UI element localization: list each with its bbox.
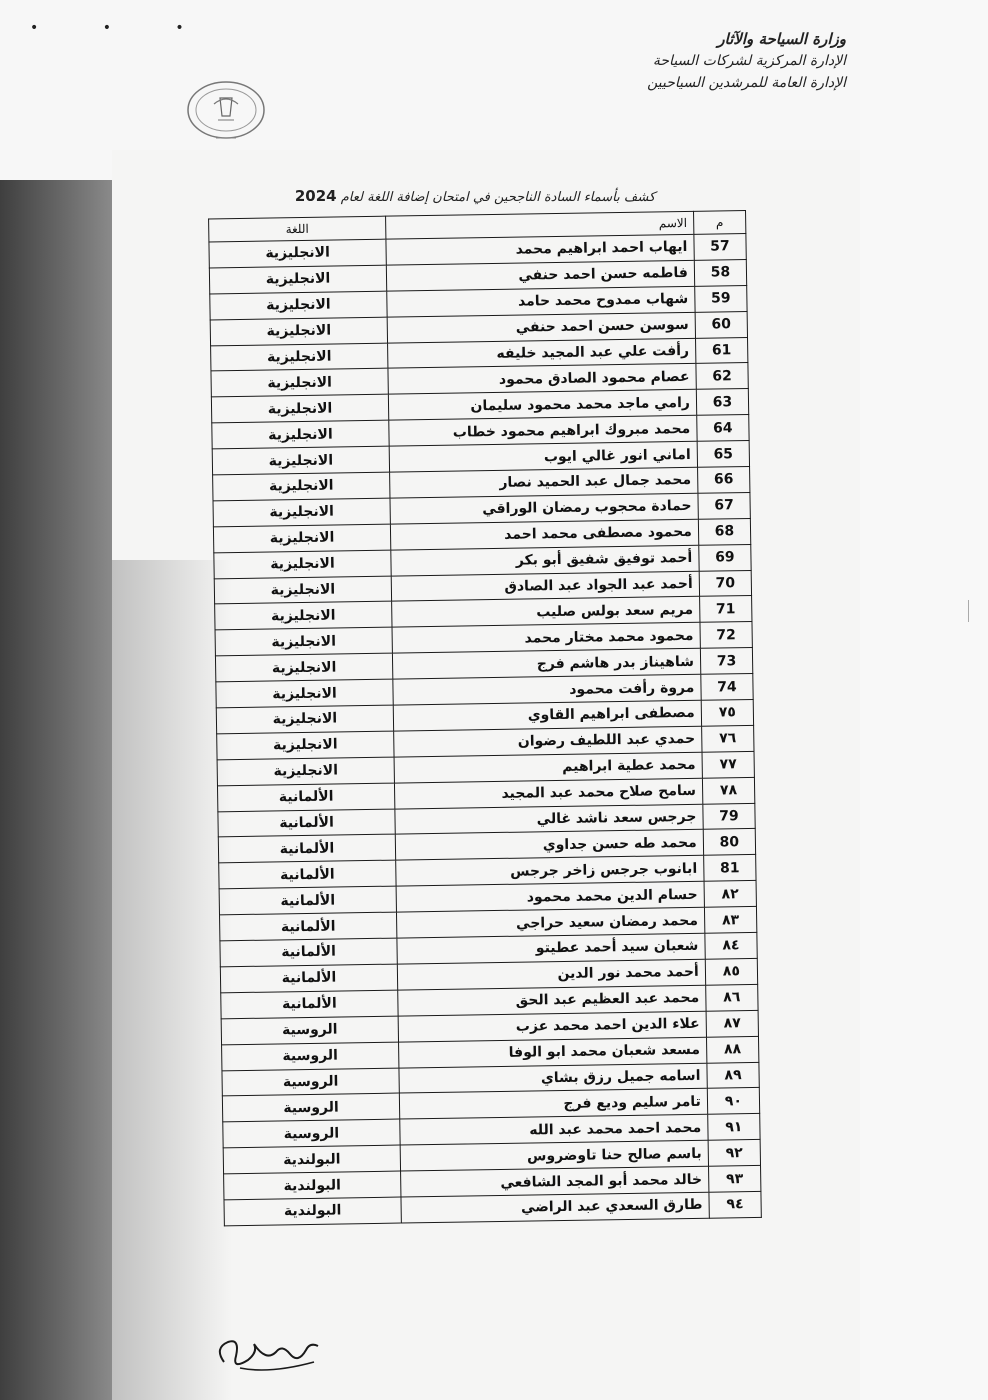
row-name: أحمد عبد الجواد عبد الصادق <box>391 571 699 602</box>
row-number: ٧٦ <box>701 725 754 752</box>
row-number: ٨٥ <box>705 958 758 985</box>
row-name: شعبان سيد أحمد عطيتو <box>397 933 705 964</box>
row-number: 74 <box>701 674 754 701</box>
signature <box>210 1322 330 1382</box>
row-language: الانجليزية <box>214 550 391 579</box>
row-name: مسعد شعبان محمد ابو الوفا <box>398 1037 706 1068</box>
row-name: محمد مبروك ابراهيم محمود خطاب <box>389 416 697 447</box>
row-number: ٨٦ <box>706 984 759 1011</box>
row-name: أحمد توفيق شفيق أبو بكر <box>391 545 699 576</box>
row-number: 59 <box>695 285 748 312</box>
column-header-language: اللغة <box>209 216 386 242</box>
row-number: ٩٠ <box>707 1088 760 1115</box>
row-number: 62 <box>696 363 749 390</box>
row-language: الانجليزية <box>210 291 387 320</box>
row-language: الألمانية <box>219 886 396 915</box>
row-name: اسامه جميل رزق بشاي <box>399 1063 707 1094</box>
row-name: ايهاب احمد ابراهيم محمد <box>386 234 694 265</box>
row-name: طارق السعدي عبد الراضي <box>401 1192 709 1223</box>
scan-shadow-left <box>0 0 112 1400</box>
ministry-seal-logo <box>184 80 268 144</box>
row-name: سوسن حسن احمد حنفي <box>387 312 695 343</box>
row-name: حمادة محجوب رمضان الوراقي <box>390 493 698 524</box>
row-name: خالد محمد أبو المجد الشافعي <box>401 1166 709 1197</box>
row-number: ٨٧ <box>706 1010 759 1037</box>
row-language: الألمانية <box>220 964 397 993</box>
row-number: 69 <box>699 544 752 571</box>
row-number: ٩٤ <box>709 1191 762 1218</box>
row-name: محمد طه حسن جداوي <box>395 830 703 861</box>
row-number: ٧٧ <box>702 751 755 778</box>
page-shadow <box>112 560 232 1400</box>
row-number: 66 <box>697 466 750 493</box>
row-number: 60 <box>695 311 748 338</box>
row-name: محمد احمد محمد عبد الله <box>400 1114 708 1145</box>
row-number: ٧٨ <box>702 777 755 804</box>
row-name: اماني انور غالي ايوب <box>389 441 697 472</box>
row-name: محمود محمد مختار محمد <box>392 623 700 654</box>
row-number: 81 <box>703 855 756 882</box>
row-number: 65 <box>697 441 750 468</box>
row-name: شهاب ممدوح محمد حامد <box>387 286 695 317</box>
row-number: ٩٣ <box>708 1165 761 1192</box>
row-name: شاهيناز بدر هاشم فرج <box>392 649 700 680</box>
row-language: الانجليزية <box>209 239 386 268</box>
row-language: الروسية <box>223 1119 400 1148</box>
row-language: الانجليزية <box>213 472 390 501</box>
row-number: 57 <box>694 234 747 261</box>
central-admin-line: الإدارة المركزية لشركات السياحة <box>652 53 846 69</box>
row-name: عصام محمود الصادق محمود <box>388 364 696 395</box>
row-language: الانجليزية <box>213 498 390 527</box>
document-title <box>290 186 660 208</box>
row-language: الانجليزية <box>215 627 392 656</box>
row-number: ٧٥ <box>701 699 754 726</box>
row-number: ٩٢ <box>708 1140 761 1167</box>
row-name: باسم صالح حنا تاوضروس <box>400 1140 708 1171</box>
row-number: ٨٤ <box>705 932 758 959</box>
row-language: الانجليزية <box>211 343 388 372</box>
column-header-name: الاسم <box>386 211 694 239</box>
row-language: الروسية <box>221 1016 398 1045</box>
document-header <box>647 28 846 94</box>
row-name: مروة رأفت محمود <box>393 674 701 705</box>
row-name: حمدي عبد اللطيف رضوان <box>394 726 702 757</box>
title-text: كشف بأسماء السادة الناجحين في امتحان إضافة اللغة لعام <box>340 190 656 205</box>
row-name: محمد عطية ابراهيم <box>394 752 702 783</box>
row-number: 61 <box>695 337 748 364</box>
row-number: 68 <box>698 518 751 545</box>
scan-right-margin <box>860 0 988 1400</box>
general-admin-line: الإدارة العامة للمرشدين السياحيين <box>647 75 846 91</box>
row-number: 80 <box>703 829 756 856</box>
row-name: محمود مصطفى محمد احمد <box>390 519 698 550</box>
row-number: 71 <box>699 596 752 623</box>
row-number: 58 <box>694 259 747 286</box>
row-name: محمد جمال عبد الحميد نصار <box>390 467 698 498</box>
row-number: 70 <box>699 570 752 597</box>
row-language: الانجليزية <box>212 446 389 475</box>
row-number: 64 <box>697 415 750 442</box>
row-language: الألمانية <box>220 912 397 941</box>
row-number: ٨٩ <box>707 1062 760 1089</box>
row-number: ٩١ <box>708 1114 761 1141</box>
row-language: الانجليزية <box>217 731 394 760</box>
scan-specks: • • • <box>30 20 214 36</box>
row-name: فاطمه حسن احمد حنفي <box>386 260 694 291</box>
row-language: الانجليزية <box>210 317 387 346</box>
row-number: ٨٢ <box>704 881 757 908</box>
row-language: الانجليزية <box>214 576 391 605</box>
row-name: سامح صلاح محمد عبد المجيد <box>394 778 702 809</box>
column-header-number: م <box>693 211 746 235</box>
row-name: مريم سعد بولس صليب <box>392 597 700 628</box>
row-language: الألمانية <box>221 990 398 1019</box>
row-language: الانجليزية <box>209 265 386 294</box>
row-number: 79 <box>703 803 756 830</box>
row-language: الألمانية <box>219 860 396 889</box>
row-language: الانجليزية <box>212 420 389 449</box>
row-name: ابانوب جرجس زاخر جرجس <box>396 856 704 887</box>
row-language: الروسية <box>222 1068 399 1097</box>
row-name: جرجس سعد ناشد غالي <box>395 804 703 835</box>
results-table <box>208 210 762 1226</box>
row-name: علاء الدين احمد محمد عزب <box>398 1011 706 1042</box>
row-number: 67 <box>698 492 751 519</box>
row-language: الانجليزية <box>215 602 392 631</box>
row-number: ٨٣ <box>704 907 757 934</box>
row-language: البولندية <box>224 1171 401 1200</box>
row-name: تامر سليم وديع فرج <box>399 1089 707 1120</box>
row-language: البولندية <box>224 1197 401 1226</box>
row-language: الانجليزية <box>217 757 394 786</box>
title-year: 2024 <box>294 187 337 205</box>
row-language: الانجليزية <box>211 369 388 398</box>
row-language: الانجليزية <box>213 524 390 553</box>
row-language: الألمانية <box>217 783 394 812</box>
ministry-line: وزارة السياحة والآثار <box>717 30 846 48</box>
row-name: محمد عبد العظيم عبد الحق <box>398 985 706 1016</box>
row-language: الألمانية <box>220 938 397 967</box>
row-number: 73 <box>700 648 753 675</box>
row-language: البولندية <box>223 1145 400 1174</box>
row-name: محمد رمضان سعيد حراجي <box>396 907 704 938</box>
row-language: الانجليزية <box>216 705 393 734</box>
scan-artifact <box>968 600 981 622</box>
row-language: الانجليزية <box>215 653 392 682</box>
row-language: الروسية <box>222 1042 399 1071</box>
row-name: حسام الدين محمد محمود <box>396 882 704 913</box>
row-number: 63 <box>696 389 749 416</box>
row-name: رامي ماجد محمد محمود سليمان <box>388 390 696 421</box>
row-name: أحمد محمد نور الدين <box>397 959 705 990</box>
table-body <box>209 234 761 1226</box>
row-name: رأفت علي عبد المجيد خليفه <box>388 338 696 369</box>
row-language: الروسية <box>222 1093 399 1122</box>
row-language: الألمانية <box>218 835 395 864</box>
row-number: 72 <box>700 622 753 649</box>
row-language: الانجليزية <box>216 679 393 708</box>
row-language: الانجليزية <box>211 394 388 423</box>
row-name: مصطفى ابراهيم القاوي <box>393 700 701 731</box>
row-number: ٨٨ <box>706 1036 759 1063</box>
row-language: الألمانية <box>218 809 395 838</box>
